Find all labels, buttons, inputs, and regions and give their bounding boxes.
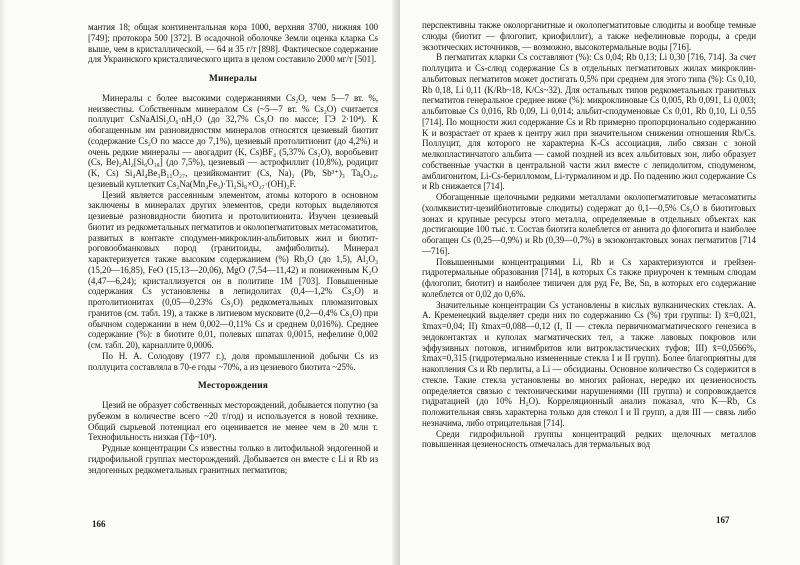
paragraph: Минералы с более высокими содержаниями Cs₂O, чем 5—7 вт. %, неизвестны. Собственным минералом Cs (~5—7 вт. % Cs₂O) считается поллуцит CsNaAlSi₂O₆·nH₂O (до 32,7% Cs₂O по массе; ГЭ 2·10⁴). К обогащенным им разновидностям минералов относятся цезиевый биотит (содержание Cs₂O по массе до 7,1%), цезиевый протолитионит (до 4,2%) и очень редкие минералы — авогадрит (K, Cs)BF₄ (5,37% Cs₂O), воробьевит (Cs, Be)₂Al₂[Si₆O₁₈] (до 7,5%), цезиевый — астрофиллит (10,8%), родицит (K, Cs) Si₄Al₄Be₃B₁₁O₂₇, цезийкомантит (Cs, Na)₂ (Pb, Sb³⁺)₃ Ta₈O₂₄, цезиевый куплеткит Cs₂Na(Mn₄Fe₃)·Ti₂Si₈×O₂₇·(OH)₂F. bbox=[88, 92, 378, 189]
paragraph: Цезий является рассеянным элементом, атомы которого в основном заключены в минералах других элементов, среди которых выделяются цезиевые разновидности биотита и протолитионита. Изучен цезиевый биотит из редкометальных пегматитов и околопегматитовых метасоматитов, развитых в контакте сподумен-микроклин-альбитовых жил и биотит-роговообманковых пород (гранитоиды, амфиболиты). Минерал характеризуется также высоким содержанием (%) Rb₂O (до 1,5), Al₂O₃ (15,20—16,85), FeO (15,13—20,06), MgO (7,54—11,42) и пониженным K₂O (4,47—6,24); кристаллизуется он в политипе 1M [703]. Повышенные содержания Cs установлены в лепидолитах (0,4—1,2% Cs₂O) и протолитионитах (0,05—0,23% Cs₂O) редкометальных плюмазитовых гранитов (см. табл. 19), а также в литиевом мусковите (0,2—0,4% Cs₂O) при обычном содержании в нем 0,002—0,11% Cs и среднем 0,016%). Среднее содержание (%): в биотите 0,01, полевых шпатах 0,0015, нефелине 0,002 (см. табл. 20), карналлите 0,0006. bbox=[88, 189, 378, 350]
paragraph: В пегматитах кларки Cs составляют (%): Cs 0,04; Rb 0,13; Li 0,30 [716, 714]. За счет поллуцита и Cs-слюд содержание Cs в отдельных пегматитовых жилах микроклин-альбитовых пегматитов может достигать 0,5% при среднем для этого типа (%): Cs 0,10, Rb 0,18, Li 0,11 (K/Rb~18, K/Cs~32). Для остальных типов редкометальных гранитных пегматитов генеральное среднее ниже (%): микроклиновые Cs 0,005, Rb 0,091, Li 0,003; альбитовые Cs 0,016, Rb 0,09, Li 0,014; альбит-сподуменовые Cs 0,01, Rb 0,10, Li 0,55 [714]. По мощности жил содержание Cs и Rb примерно пропорционально содержанию K и возрастает от краев к центру жил при значительном снижении отношения Rb/Cs. Поллуцит, для которого не характерна K-Cs ассоциация, либо связан с зоной мелкопластинчатого альбита — самой поздней из всех альбитовых зон, либо образует собственные участки в центральной части жил вместе с лепидолитом, сподуменом, амблигонитом, Li-Cs-берилломом, Li-турмалином и др. По падению жил содержание Cs и Rb снижается [714]. bbox=[422, 52, 756, 192]
paragraph: мантия 18; общая континентальная кора 1000, верхняя 3700, нижняя 100 [749]; протокора 500 [372]. В осадочной оболочке Земли оценка кларка Cs выше, чем в кристаллической, — 64 и 35 г/т [898]. Фактическое содержание для Украинского кристаллического щита в целом составило 2000 мг/т [501]. bbox=[88, 22, 378, 65]
paragraph: Обогащенные щелочными редкими металлами околопегматитовые метасоматиты (холмквистит-цезийбиотитовые слюдиты) содержат до 0,1—0,5% Cs₂O в биотитовых зонах и крупные ресурсы этого металла, определяемые в отдельных объектах как достигающие 100 тыс. т. Состав биотита колеблется от аннита до флогопита и наиболее обогащен Cs (0,25—0,9%) и Rb (0,39—0,7%) в экзоконтактовых зонах пегматитов [714—716]. bbox=[422, 192, 756, 256]
right-page bbox=[400, 0, 800, 565]
left-page bbox=[0, 0, 399, 565]
section-heading-deposits: Месторождения bbox=[197, 381, 269, 392]
paragraph: Рудные концентрации Cs известны только в литофильной эндогенной и гидрофильной группах месторождений. Добывается он вместе с Li и Rb из эндогенных редкометальных гранитных пегматитов; bbox=[88, 443, 378, 475]
page-number: 166 bbox=[92, 519, 106, 529]
section-heading-minerals: Минералы bbox=[209, 74, 257, 84]
paragraph: Среди гидрофильной группы концентраций редких щелочных металлов повышенная цезиеносность отмечалась для термальных вод bbox=[422, 428, 756, 450]
paragraph: перспективны также околорганитные и околопегматитовые слюдиты и вообще темные слюды (биотит — флогопит, криофиллит), а также нефелиновые породы, а среди экзотических источников, — возможно, высокотермальные воды [716]. bbox=[422, 20, 756, 52]
paragraph: Цезий не образует собственных месторождений, добывается попутно (за рубежом в количестве всего ~20 т/год) и используется в новой технике. Общий сырьевой потенциал его оценивается не менее чем в 20 млн т. Технофильность низкая (Тф~10⁸). bbox=[88, 400, 378, 443]
page-number: 167 bbox=[716, 515, 730, 525]
paragraph: По Н. А. Солодову (1977 г.), доля промышленной добычи Cs из поллуцита составляла в 70-е годы ~70%, а из цезиевого биотита ~25%. bbox=[88, 350, 378, 372]
right-text-column bbox=[422, 20, 756, 450]
paragraph: Повышенными концентрациями Li, Rb и Cs характеризуются и грейзен-гидротермальные образования [714], в которых Cs также приурочен к темным слюдам (флогопит, биотит) и наиболее типичен для руд Fe, Be, Sn, в которых его содержание колеблется от 0,02 до 0,6%. bbox=[422, 256, 756, 299]
left-text-column bbox=[88, 22, 378, 475]
paragraph: Значительные концентрации Cs установлены в кислых вулканических стеклах. А. А. Кременецкий выделяет среди них по содержанию Cs (%) три группы: I) x̄=0,021, x̄max=0,04; II) x̄max=0,088—0,12 (I, II — стекла первичномагматического генезиса в эндоконтактах и куполах магматических тел, а также лавовых покровов или эффузивных потоков, игнимбритов или витрокластических туфов; III) x̄=0,0566%, x̄max=0,315 (гидротермально измененные стекла I и II групп). Более благоприятны для накопления Cs и Rb перлиты, а Li — обсидианы. Основное количество Cs содержится в стекле. Такие стекла установлены во многих районах, нередко их цезиеносность определяется связью с тектоническими нарушениями (III группа) и сопровождается гидратацией (до 10% H₂O). Корреляционный анализ показал, что K—Rb, Cs положительная связь характерна только для стекол I и II групп, а для III — связь либо незначима, либо отрицательная [714]. bbox=[422, 299, 756, 428]
page-edge-shadow bbox=[0, 0, 6, 565]
